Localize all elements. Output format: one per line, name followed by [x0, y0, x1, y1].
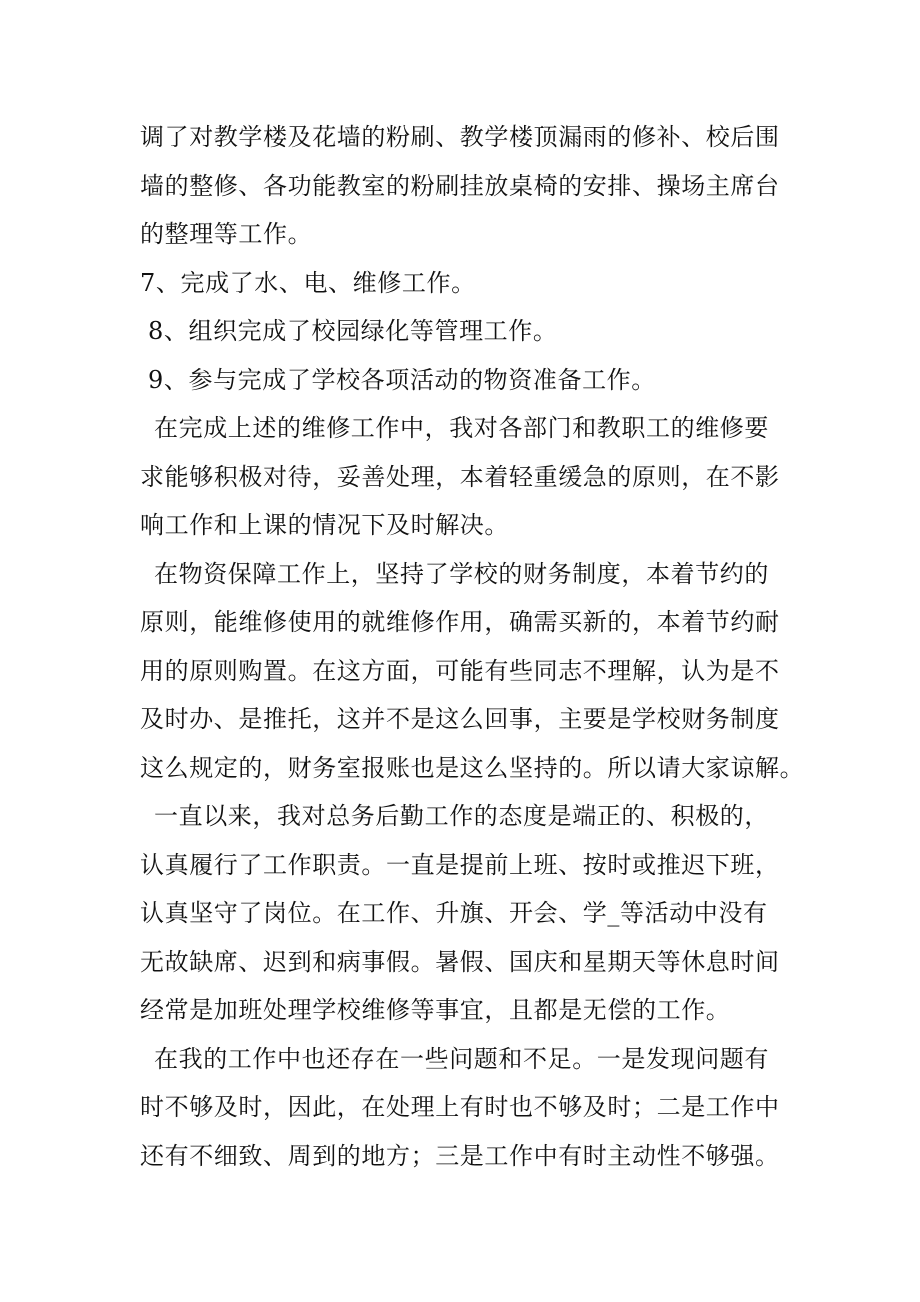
text-line: 及时办、是推托，这并不是这么回事，主要是学校财务制度 — [140, 705, 780, 733]
text-line: 认真履行了工作职责。一直是提前上班、按时或推迟下班， — [140, 850, 780, 879]
text-line: 的整理等工作。 — [140, 220, 313, 248]
text-line: 调了对教学楼及花墙的粉刷、教学楼顶漏雨的修补、校后围 — [140, 123, 780, 151]
text-line: 认真坚守了岗位。在工作、升旗、开会、学_等活动中没有 — [140, 899, 768, 927]
paragraph-start: 在完成上述的维修工作中，我对各部门和教职工的维修要 — [154, 414, 769, 442]
text-line: 这么规定的，财务室报账也是这么坚持的。所以请大家谅解。 — [140, 753, 805, 782]
text-line: 用的原则购置。在这方面，可能有些同志不理解，认为是不 — [140, 656, 780, 685]
text-line: 响工作和上课的情况下及时解决。 — [140, 511, 509, 539]
paragraph-start: 在物资保障工作上，坚持了学校的财务制度，本着节约的 — [154, 559, 769, 588]
list-item-8: 8、组织完成了校园绿化等管理工作。 — [148, 317, 558, 345]
text-line: 无故缺席、迟到和病事假。暑假、国庆和星期天等休息时间 — [140, 947, 780, 976]
text-line: 时不够及时，因此，在处理上有时也不够及时；二是工作中 — [140, 1093, 780, 1121]
list-item-9: 9、参与完成了学校各项活动的物资准备工作。 — [148, 365, 656, 394]
text-line: 求能够积极对待，妥善处理，本着轻重缓急的原则，在不影 — [140, 462, 780, 491]
list-item-7: 7、完成了水、电、维修工作。 — [140, 268, 476, 297]
text-line: 还有不细致、周到的地方；三是工作中有时主动性不够强。 — [140, 1141, 780, 1170]
paragraph-start: 在我的工作中也还存在一些问题和不足。一是发现问题有 — [154, 1044, 769, 1073]
text-line: 原则，能维修使用的就维修作用，确需买新的，本着节约耐 — [140, 608, 780, 636]
text-line: 经常是加班处理学校维修等事宜，且都是无偿的工作。 — [140, 996, 731, 1024]
text-line: 墙的整修、各功能教室的粉刷挂放桌椅的安排、操场主席台 — [140, 171, 780, 200]
paragraph-start: 一直以来，我对总务后勤工作的态度是端正的、积极的， — [154, 802, 769, 830]
document-body — [140, 113, 805, 1180]
